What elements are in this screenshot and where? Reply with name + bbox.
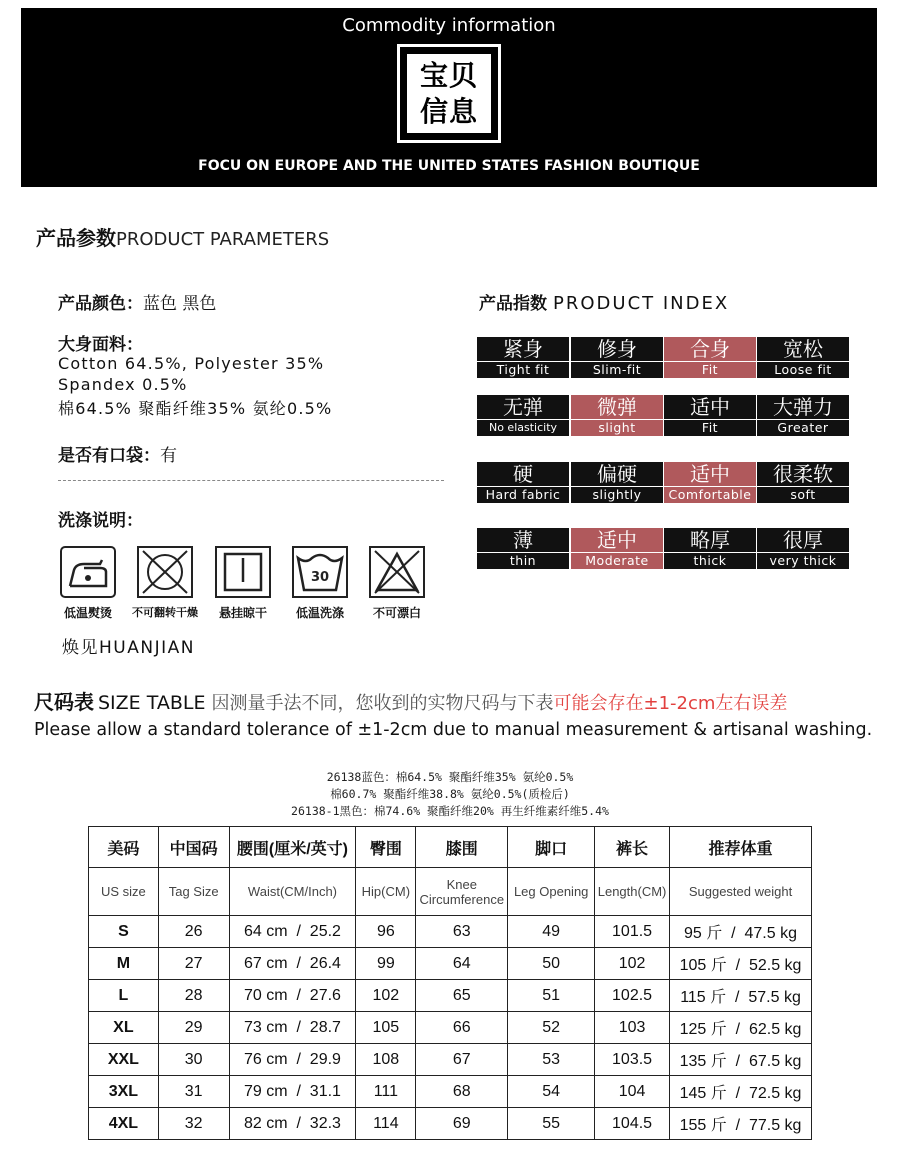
table-cell: 111 [356, 1076, 416, 1108]
composition-line: 26138蓝色：棉64.5% 聚酯纤维35% 氨纶0.5% [326, 770, 574, 784]
index-cell [571, 337, 663, 378]
index-cell [757, 337, 849, 378]
index-cell-en: Fit [701, 420, 719, 435]
table-cell: L [89, 980, 159, 1012]
table-cell: 104 [595, 1076, 670, 1108]
column-header-cn: 推荐体重 [670, 827, 812, 868]
pocket-param [58, 441, 177, 466]
column-header-cn: 脚口 [508, 827, 595, 868]
table-row [89, 1076, 812, 1108]
index-cell [757, 395, 849, 436]
table-cell: 68 [416, 1076, 508, 1108]
table-row [89, 1108, 812, 1140]
product-index-title-en: PRODUCT INDEX [553, 293, 730, 314]
table-cell: 108 [356, 1044, 416, 1076]
table-cell: 125 斤 / 62.5 kg [670, 1012, 812, 1044]
fabric-label: 大身面料： [58, 335, 143, 355]
product-parameters-title-cn: 产品参数 [36, 226, 116, 250]
table-cell: 66 [416, 1012, 508, 1044]
index-cell-en: No elasticity [488, 421, 558, 434]
banner-logo-box [397, 44, 501, 143]
table-cell: 82 cm / 32.3 [229, 1108, 356, 1140]
index-cell [477, 337, 569, 378]
index-cell-cn: 宽松 [783, 337, 823, 361]
table-cell: 67 [416, 1044, 508, 1076]
wash-icon-label: 悬挂晾干 [218, 606, 267, 620]
index-cell-en: slight [598, 420, 636, 435]
table-cell: 101.5 [595, 916, 670, 948]
index-cell-en: Hard fabric [485, 487, 561, 502]
product-parameters-title-en: PRODUCT PARAMETERS [116, 229, 330, 250]
column-header-cn: 臀围 [356, 827, 416, 868]
index-cell-cn: 适中 [597, 528, 637, 552]
index-cell-cn: 紧身 [503, 337, 543, 361]
index-cell-cn: 很柔软 [773, 462, 833, 486]
wash-icon-label: 不可翻转干燥 [132, 606, 198, 619]
column-header-en: Length(CM) [595, 868, 670, 916]
table-cell: 65 [416, 980, 508, 1012]
pocket-value: 有 [160, 446, 177, 466]
table-cell: 102 [356, 980, 416, 1012]
index-cell-cn: 偏硬 [597, 462, 637, 486]
table-cell: 69 [416, 1108, 508, 1140]
table-row [89, 916, 812, 948]
table-cell: 102 [595, 948, 670, 980]
hang-dry-icon [215, 546, 271, 598]
composition-line: 棉60.7% 聚酯纤维38.8% 氨纶0.5%(质检后) [330, 787, 570, 801]
banner-subtitle: FOCU ON EUROPE AND THE UNITED STATES FASHION BOUTIQUE [198, 158, 700, 174]
product-index-heading [479, 289, 729, 314]
table-cell: 104.5 [595, 1108, 670, 1140]
table-cell: 70 cm / 27.6 [229, 980, 356, 1012]
index-cell-cn: 适中 [690, 462, 730, 486]
table-cell: 54 [508, 1076, 595, 1108]
column-header-en: Leg Opening [508, 868, 595, 916]
index-cell-en: Fit [701, 362, 719, 377]
table-cell: 63 [416, 916, 508, 948]
column-header-en: Knee Circumference [416, 868, 508, 916]
column-header-en: Tag Size [158, 868, 229, 916]
column-header-cn: 膝围 [416, 827, 508, 868]
table-cell: 79 cm / 31.1 [229, 1076, 356, 1108]
index-cell-cn: 微弹 [597, 395, 637, 419]
table-cell: 29 [158, 1012, 229, 1044]
table-cell: 49 [508, 916, 595, 948]
wash-icon-label: 低温熨烫 [63, 606, 112, 620]
table-cell: XXL [89, 1044, 159, 1076]
index-cell-en: slightly [592, 487, 642, 502]
table-cell: 30 [158, 1044, 229, 1076]
index-cell-en: thin [509, 553, 537, 568]
index-cell-selected [571, 528, 663, 569]
table-cell: 28 [158, 980, 229, 1012]
table-cell: 3XL [89, 1076, 159, 1108]
column-header-en: Hip(CM) [356, 868, 416, 916]
table-cell: 155 斤 / 77.5 kg [670, 1108, 812, 1140]
table-cell: 50 [508, 948, 595, 980]
color-label: 产品颜色： [58, 294, 143, 314]
table-cell: 99 [356, 948, 416, 980]
size-table [88, 826, 812, 1140]
table-cell: 102.5 [595, 980, 670, 1012]
index-cell-cn: 很厚 [783, 528, 823, 552]
table-cell: 52 [508, 1012, 595, 1044]
do-not-bleach-icon [369, 546, 425, 598]
table-cell: 55 [508, 1108, 595, 1140]
table-cell: 103.5 [595, 1044, 670, 1076]
index-cell-en: Comfortable [668, 487, 752, 502]
index-cell [477, 395, 569, 436]
color-value: 蓝色 黑色 [143, 294, 217, 314]
size-table-note: 因测量手法不同，您收到的实物尺码与下表 [211, 693, 554, 714]
index-cell-cn: 薄 [513, 528, 533, 552]
table-cell: 26 [158, 916, 229, 948]
index-cell-en: Loose fit [774, 362, 832, 377]
table-cell: 73 cm / 28.7 [229, 1012, 356, 1044]
size-table-header-cn [89, 827, 812, 868]
composition-line: 26138-1黑色：棉74.6% 聚酯纤维20% 再生纤维素纤维5.4% [291, 804, 609, 818]
table-row [89, 1044, 812, 1076]
table-cell: 53 [508, 1044, 595, 1076]
table-cell: 95 斤 / 47.5 kg [670, 916, 812, 948]
table-cell: 64 [416, 948, 508, 980]
index-cell-cn: 修身 [597, 337, 637, 361]
table-cell: S [89, 916, 159, 948]
table-cell: 64 cm / 25.2 [229, 916, 356, 948]
column-header-en: Suggested weight [670, 868, 812, 916]
index-cell-cn: 适中 [690, 395, 730, 419]
table-cell: 145 斤 / 72.5 kg [670, 1076, 812, 1108]
column-header-cn: 美码 [89, 827, 159, 868]
pocket-label: 是否有口袋： [58, 446, 160, 466]
index-cell-cn: 无弹 [503, 395, 543, 419]
index-cell-cn: 硬 [513, 462, 533, 486]
column-header-cn: 中国码 [158, 827, 229, 868]
index-cell-cn: 大弹力 [773, 395, 833, 419]
banner-title: Commodity information [342, 15, 556, 36]
table-row [89, 948, 812, 980]
size-table-header-en [89, 868, 812, 916]
wash-instructions-label: 洗涤说明： [58, 511, 143, 531]
index-cell [757, 462, 849, 503]
low-temperature-iron-icon [60, 546, 116, 598]
table-cell: 76 cm / 29.9 [229, 1044, 356, 1076]
fabric-line: Spandex 0.5% [58, 375, 188, 394]
size-table-heading [34, 686, 787, 715]
table-cell: 51 [508, 980, 595, 1012]
index-cell-selected [664, 337, 756, 378]
table-cell: 105 [356, 1012, 416, 1044]
banner-box-line-1: 宝贝 [419, 58, 478, 92]
product-parameters-heading [36, 222, 329, 251]
index-cell [664, 528, 756, 569]
header-banner [21, 8, 877, 187]
index-cell-en: Moderate [585, 553, 649, 568]
index-cell-selected [664, 462, 756, 503]
index-cell-en: soft [790, 487, 816, 502]
size-table-title-cn: 尺码表 [34, 690, 94, 714]
wash-icon-label: 不可漂白 [372, 606, 421, 620]
banner-box-line-2: 信息 [419, 94, 478, 128]
table-row [89, 980, 812, 1012]
index-cell-en: very thick [769, 553, 837, 568]
table-cell: 96 [356, 916, 416, 948]
table-cell: 67 cm / 26.4 [229, 948, 356, 980]
table-cell: 135 斤 / 67.5 kg [670, 1044, 812, 1076]
wash-temperature-text: 30 [310, 570, 330, 585]
fabric-line: Cotton 64.5%, Polyester 35% [58, 354, 325, 373]
table-row [89, 1012, 812, 1044]
color-param [58, 289, 216, 314]
table-cell: 27 [158, 948, 229, 980]
table-cell: 114 [356, 1108, 416, 1140]
dashed-divider [58, 480, 444, 481]
table-cell: XL [89, 1012, 159, 1044]
index-cell-cn: 合身 [690, 337, 730, 361]
brand-name: 焕见HUANJIAN [62, 638, 195, 658]
table-cell: 115 斤 / 57.5 kg [670, 980, 812, 1012]
table-cell: 4XL [89, 1108, 159, 1140]
index-cell [477, 462, 569, 503]
do-not-tumble-dry-icon [137, 546, 193, 598]
size-table-warning: 可能会存在±1-2cm左右误差 [553, 693, 788, 714]
index-cell-en: Slim-fit [592, 362, 642, 377]
table-cell: M [89, 948, 159, 980]
index-cell-selected [571, 395, 663, 436]
tolerance-note: Please allow a standard tolerance of ±1-2cm due to manual measurement & artisanal washing. [34, 720, 873, 740]
index-cell [571, 462, 663, 503]
column-header-cn: 腰围(厘米/英寸) [229, 827, 356, 868]
index-cell-cn: 略厚 [690, 528, 730, 552]
column-header-en: Waist(CM/Inch) [229, 868, 356, 916]
index-cell [477, 528, 569, 569]
index-cell-en: Tight fit [496, 362, 550, 377]
index-cell-en: thick [693, 553, 727, 568]
wash-icon-label: 低温洗涤 [295, 606, 344, 620]
table-cell: 105 斤 / 52.5 kg [670, 948, 812, 980]
product-index-title-cn: 产品指数 [479, 294, 547, 314]
table-cell: 103 [595, 1012, 670, 1044]
wash-30-icon [292, 546, 348, 598]
size-table-title-en: SIZE TABLE [98, 692, 206, 714]
index-cell [664, 395, 756, 436]
index-cell-en: Greater [777, 420, 829, 435]
fabric-line: 棉64.5% 聚酯纤维35% 氨纶0.5% [58, 399, 333, 418]
column-header-cn: 裤长 [595, 827, 670, 868]
size-table-body [89, 916, 812, 1140]
column-header-en: US size [89, 868, 159, 916]
table-cell: 32 [158, 1108, 229, 1140]
index-cell [757, 528, 849, 569]
table-cell: 31 [158, 1076, 229, 1108]
